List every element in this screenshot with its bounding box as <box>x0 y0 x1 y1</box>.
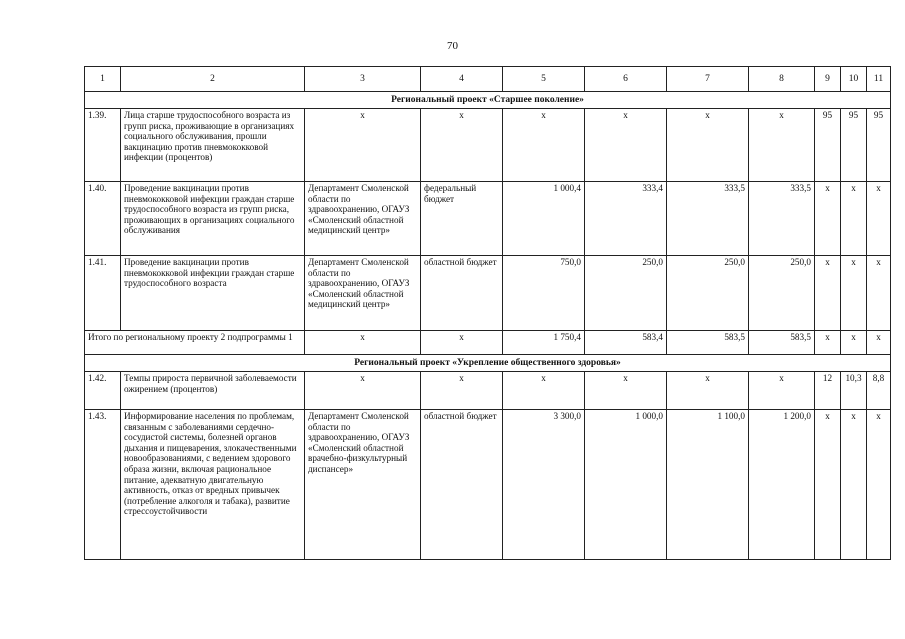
table-cell: x <box>841 410 867 560</box>
row-description: Проведение вакцинации против пневмококковой инфекции граждан старше трудоспособного возраста из групп риска, проживающих в организациях социального обслуживания <box>121 182 305 256</box>
table-cell: x <box>667 372 749 410</box>
amount-cell: 1 100,0 <box>667 410 749 560</box>
amount-cell: 1 200,0 <box>749 410 815 560</box>
amount-cell: 1 000,4 <box>503 182 585 256</box>
table-cell: x <box>667 109 749 182</box>
header-cell: 5 <box>503 67 585 92</box>
table-cell: 95 <box>867 109 891 182</box>
header-cell: 11 <box>867 67 891 92</box>
table-cell: 95 <box>841 109 867 182</box>
header-cell: 6 <box>585 67 667 92</box>
section-row <box>85 92 891 109</box>
table-cell: 12 <box>815 372 841 410</box>
row-number: 1.39. <box>85 109 121 182</box>
row-description: Лица старше трудоспособного возраста из групп риска, проживающие в организациях социального обслуживания, прошли вакцинацию против пневмококковой инфекции (процентов) <box>121 109 305 182</box>
table-cell: x <box>421 109 503 182</box>
table-cell: x <box>421 372 503 410</box>
amount-cell: 583,4 <box>585 331 667 355</box>
amount-cell: 3 300,0 <box>503 410 585 560</box>
total-row <box>85 331 891 355</box>
table-cell: x <box>749 109 815 182</box>
table-cell: x <box>503 109 585 182</box>
table-cell: 8,8 <box>867 372 891 410</box>
responsible-cell: Департамент Смоленской области по здравоохранению, ОГАУЗ «Смоленский областной медицинский центр» <box>305 256 421 331</box>
amount-cell: 1 000,0 <box>585 410 667 560</box>
header-cell: 10 <box>841 67 867 92</box>
row-number: 1.41. <box>85 256 121 331</box>
table-row <box>85 256 891 331</box>
header-cell: 8 <box>749 67 815 92</box>
table-cell: x <box>867 410 891 560</box>
row-number: 1.40. <box>85 182 121 256</box>
source-cell: федеральный бюджет <box>421 182 503 256</box>
amount-cell: 250,0 <box>667 256 749 331</box>
header-cell: 3 <box>305 67 421 92</box>
table-cell: x <box>305 109 421 182</box>
table-cell: x <box>867 256 891 331</box>
amount-cell: 583,5 <box>749 331 815 355</box>
table-row <box>85 109 891 182</box>
amount-cell: 333,4 <box>585 182 667 256</box>
table-cell: x <box>815 331 841 355</box>
row-number: 1.42. <box>85 372 121 410</box>
table-cell: x <box>867 182 891 256</box>
table-cell: x <box>841 331 867 355</box>
section-title: Региональный проект «Укрепление общественного здоровья» <box>85 355 891 372</box>
source-cell: областной бюджет <box>421 410 503 560</box>
table-cell: x <box>815 410 841 560</box>
table-row <box>85 372 891 410</box>
table-cell: x <box>841 182 867 256</box>
table-row <box>85 182 891 256</box>
row-description: Темпы прироста первичной заболеваемости ожирением (процентов) <box>121 372 305 410</box>
section-title: Региональный проект «Старшее поколение» <box>85 92 891 109</box>
row-description: Информирование населения по проблемам, связанным с заболеваниями сердечно-сосудистой системы, болезней органов дыхания и пищеварения, злокачественными новообразованиями, с ведением здорового образа жизни, включая рациональное питание, адекватную двигательную активность, отказ от вредных привычек (потребление алкоголя и табака), развитие стрессоустойчивости <box>121 410 305 560</box>
header-cell: 9 <box>815 67 841 92</box>
amount-cell: 583,5 <box>667 331 749 355</box>
section-row <box>85 355 891 372</box>
table-cell: x <box>503 372 585 410</box>
table-cell: x <box>421 331 503 355</box>
table-cell: x <box>815 182 841 256</box>
source-cell: областной бюджет <box>421 256 503 331</box>
amount-cell: 250,0 <box>749 256 815 331</box>
header-cell: 7 <box>667 67 749 92</box>
total-label: Итого по региональному проекту 2 подпрограммы 1 <box>85 331 305 355</box>
table-cell: x <box>815 256 841 331</box>
header-cell: 1 <box>85 67 121 92</box>
table-cell: x <box>841 256 867 331</box>
row-number: 1.43. <box>85 410 121 560</box>
amount-cell: 1 750,4 <box>503 331 585 355</box>
table-cell: 10,3 <box>841 372 867 410</box>
table-cell: x <box>305 331 421 355</box>
header-cell: 4 <box>421 67 503 92</box>
table-row <box>85 410 891 560</box>
table-cell: x <box>585 372 667 410</box>
header-cell: 2 <box>121 67 305 92</box>
amount-cell: 250,0 <box>585 256 667 331</box>
amount-cell: 333,5 <box>749 182 815 256</box>
amount-cell: 750,0 <box>503 256 585 331</box>
table-cell: x <box>585 109 667 182</box>
table-cell: x <box>305 372 421 410</box>
program-table <box>84 66 891 560</box>
table-cell: x <box>749 372 815 410</box>
table-cell: 95 <box>815 109 841 182</box>
responsible-cell: Департамент Смоленской области по здравоохранению, ОГАУЗ «Смоленский областной врачебно-физкультурный диспансер» <box>305 410 421 560</box>
row-description: Проведение вакцинации против пневмококковой инфекции граждан старше трудоспособного возраста <box>121 256 305 331</box>
table-cell: x <box>867 331 891 355</box>
page-number: 70 <box>447 40 458 52</box>
responsible-cell: Департамент Смоленской области по здравоохранению, ОГАУЗ «Смоленский областной медицинский центр» <box>305 182 421 256</box>
header-row <box>85 67 891 92</box>
amount-cell: 333,5 <box>667 182 749 256</box>
